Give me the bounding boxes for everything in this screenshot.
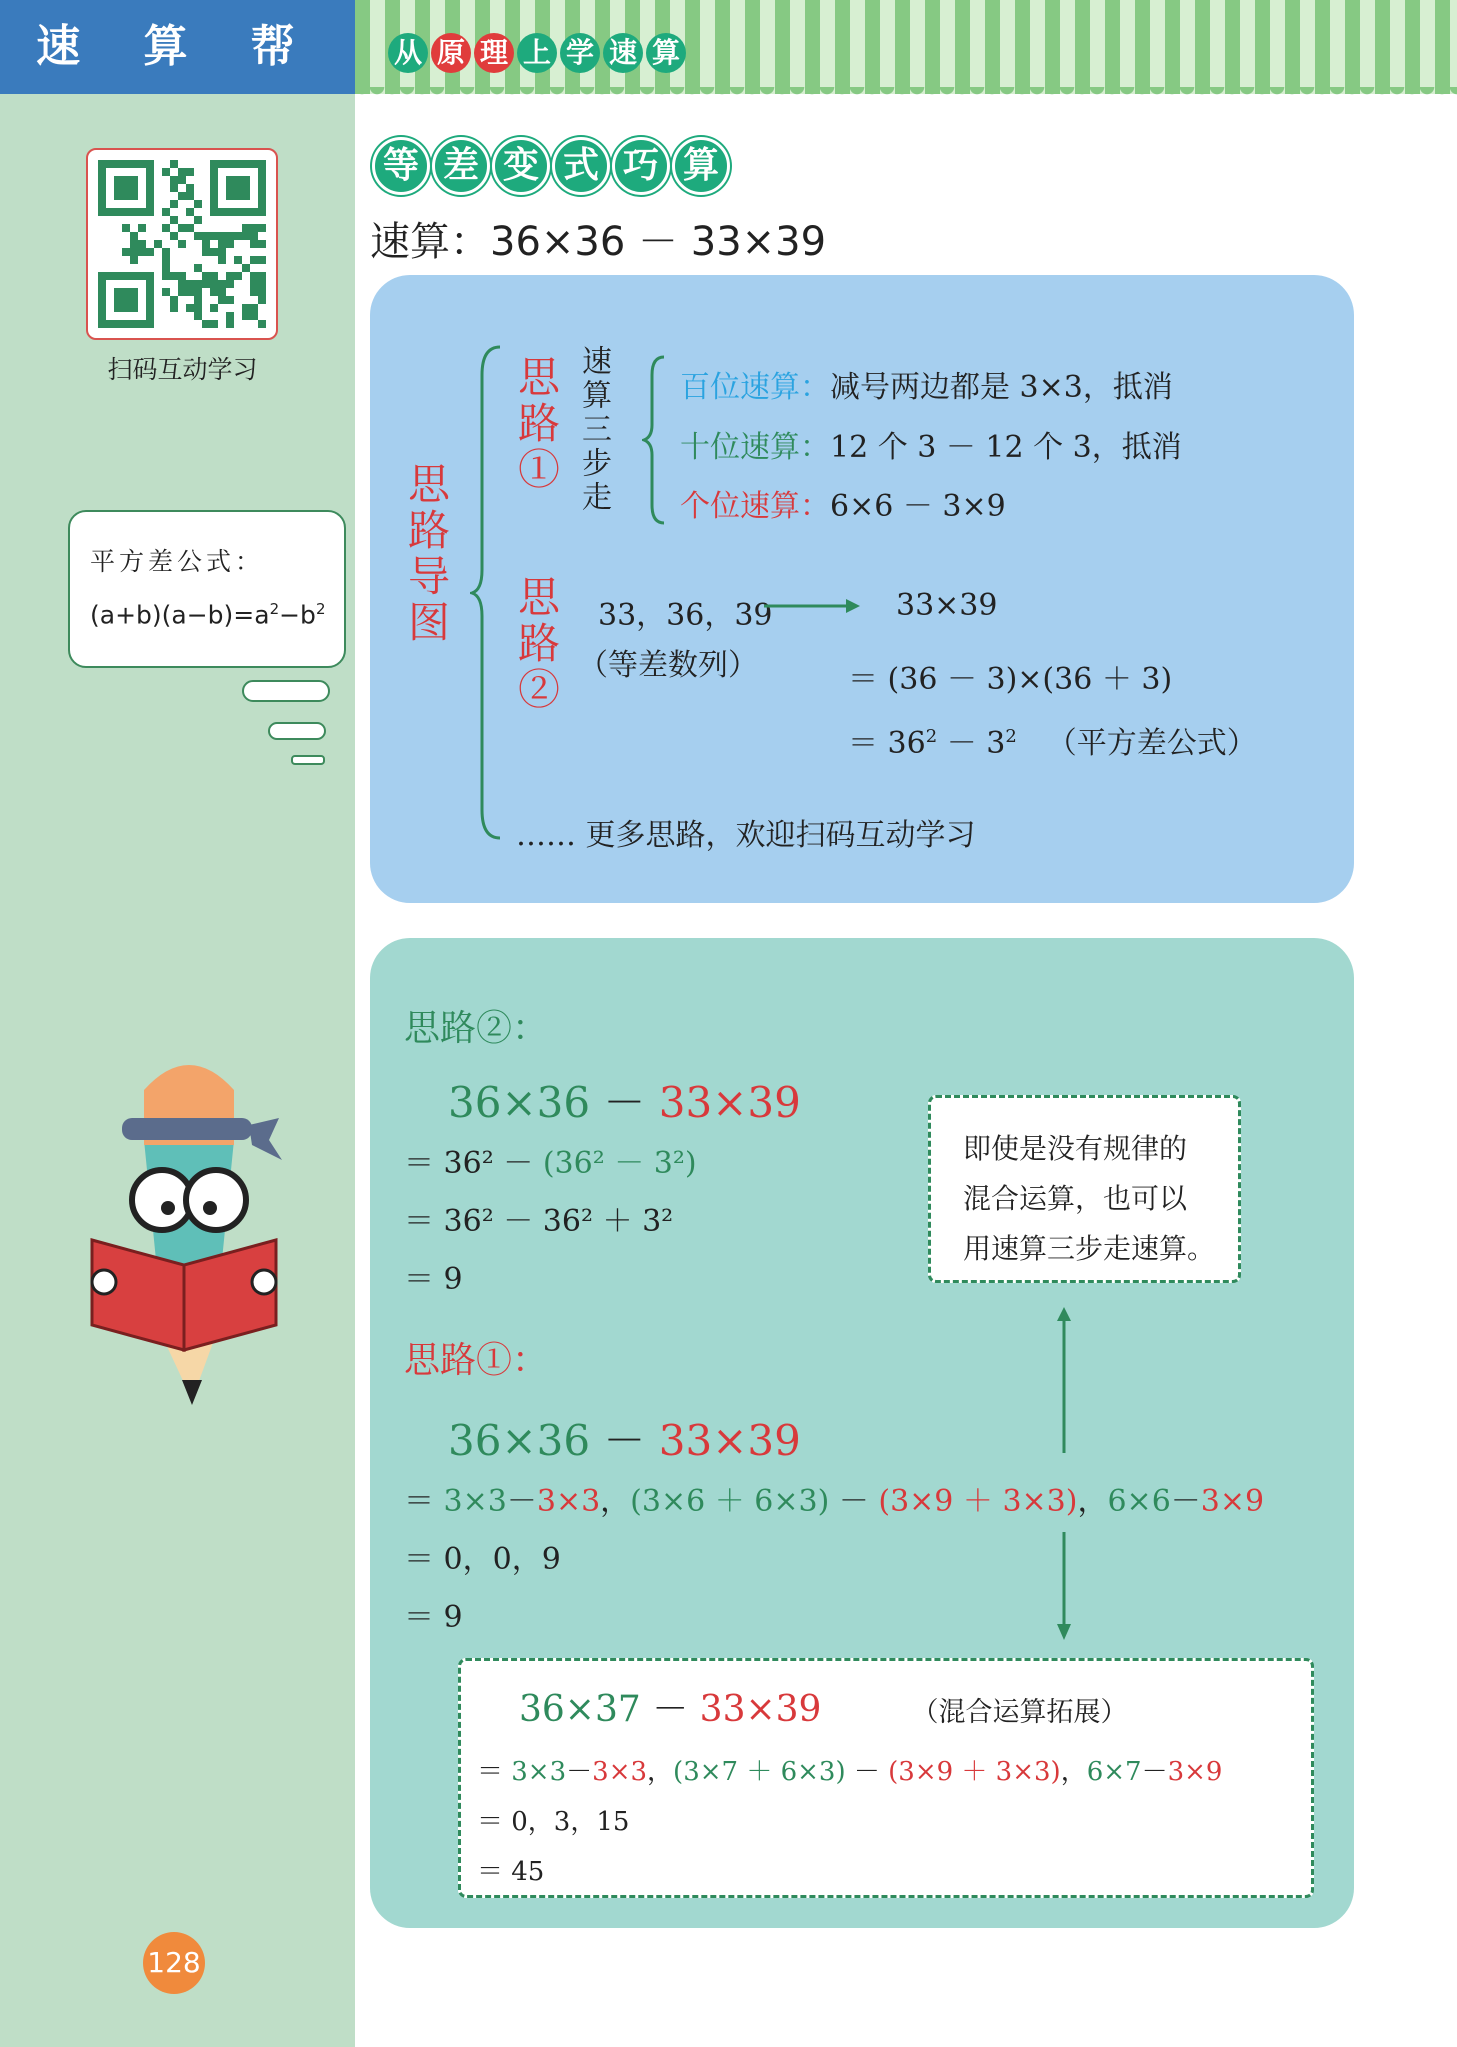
formula-title: 平方差公式： (90, 547, 265, 576)
qr-label: 扫码互动学习 (107, 355, 258, 384)
eq3-base1: ＝ 36 (848, 726, 926, 761)
thought-pill-3 (291, 755, 325, 765)
eq-step-1: 33×39 (896, 588, 998, 623)
note-text (963, 1124, 1215, 1274)
extension-expr-minus: － (640, 1689, 700, 1730)
arrow-down-icon (1052, 1530, 1076, 1642)
expr-segment: 6×7 (1086, 1757, 1142, 1787)
expr-segment: － (1170, 1484, 1201, 1519)
qr-code-icon (98, 160, 266, 328)
note-line: 混合运算，也可以 (963, 1182, 1188, 1215)
expr-segment: (3×9 ＋ 3×3) (888, 1757, 1061, 1787)
expr-segment: 3×3 (592, 1757, 648, 1787)
solution2-line3: ＝ 9 (404, 1262, 463, 1297)
qr-code[interactable] (86, 148, 278, 340)
expr-segment: ＝ (477, 1757, 512, 1787)
solution1-expr-red: 33×39 (658, 1416, 801, 1465)
tagline-char: 速 (603, 33, 643, 73)
tagline-char: 原 (431, 33, 471, 73)
page-number: 128 (143, 1932, 205, 1994)
formula-exp-a: 2 (269, 600, 280, 618)
tagline-char: 理 (474, 33, 514, 73)
step-ones-text: 6×6 － 3×9 (830, 489, 1006, 524)
step-hundreds-label: 百位速算： (680, 370, 830, 405)
title-char: 式 (552, 137, 610, 195)
solution2-expr-green: 36×36 (448, 1078, 591, 1127)
solution2-line1 (404, 1138, 697, 1182)
solution1-line2: ＝ 0，0，9 (404, 1542, 561, 1577)
sequence: 33，36，39 (598, 598, 773, 633)
solution1-expr-green: 36×36 (448, 1416, 591, 1465)
title-char: 巧 (612, 137, 670, 195)
expr-segment: 3×3 (511, 1757, 567, 1787)
expr-segment: 3×3 (443, 1484, 507, 1519)
expr-segment: (3×6 ＋ 6×3) (630, 1484, 830, 1519)
step-ones (680, 481, 1006, 525)
branch2-label: 思路② (512, 575, 561, 713)
thought-pill-2 (268, 722, 326, 740)
mindmap-brace-icon (470, 345, 510, 840)
eq3-mid: － 3 (937, 726, 1006, 761)
eq-step-3 (848, 718, 1257, 762)
expr-segment: 3×9 (1200, 1484, 1265, 1519)
extension-expression (519, 1681, 1127, 1732)
expr-segment: 3×3 (536, 1484, 601, 1519)
thought-pill-1 (242, 680, 330, 702)
extension-expr-green: 36×37 (519, 1689, 641, 1730)
expr-segment: (3×9 ＋ 3×3) (878, 1484, 1078, 1519)
expr-segment: 3×9 (1167, 1757, 1223, 1787)
extension-note: （混合运算拓展） (911, 1697, 1128, 1728)
more-tips: …… 更多思路，欢迎扫码互动学习 (516, 818, 976, 853)
solution2-expression (448, 1070, 801, 1130)
pencil-mascot-icon (84, 1050, 284, 1410)
eq3-note: （平方差公式） (1046, 726, 1257, 761)
solution1-expression (448, 1408, 801, 1468)
solution1-line3: ＝ 9 (404, 1600, 463, 1635)
expr-segment: (3×7 ＋ 6×3) (673, 1757, 846, 1787)
brand-title: 速 算 帮 (0, 0, 355, 94)
problem-statement: 速算：36×36 － 33×39 (370, 219, 827, 265)
expr-segment: ， (600, 1484, 631, 1519)
solution2-line2: ＝ 36² － 36² ＋ 3² (404, 1204, 674, 1239)
mindmap-root: 思路导图 (402, 462, 451, 646)
expr-segment: － (506, 1484, 537, 1519)
step-tens (680, 422, 1182, 466)
expr-segment: ， (1077, 1484, 1108, 1519)
eq3-exp2: 2 (1005, 726, 1017, 747)
note-line: 即使是没有规律的 (963, 1132, 1188, 1165)
sequence-note: （等差数列） (578, 648, 758, 683)
solution2-expr-red: 33×39 (658, 1078, 801, 1127)
formula-text (90, 600, 325, 629)
solution2-expr-minus: － (590, 1078, 659, 1127)
solution1-heading: 思路①： (404, 1340, 549, 1381)
expr-segment: － (566, 1757, 593, 1787)
extension-box (458, 1658, 1314, 1898)
title-char: 等 (372, 137, 430, 195)
extension-line1 (477, 1751, 1222, 1788)
tagline (388, 33, 689, 73)
arrow-right-icon (762, 594, 862, 618)
note-box (928, 1095, 1241, 1283)
tagline-char: 算 (646, 33, 686, 73)
extension-expr-red: 33×39 (699, 1689, 822, 1730)
expr-segment: ， (1060, 1757, 1087, 1787)
expr-segment: 6×6 (1107, 1484, 1171, 1519)
extension-line2: ＝ 0，3，15 (477, 1807, 630, 1837)
expr-segment: － (845, 1757, 889, 1787)
title-char: 差 (432, 137, 490, 195)
tagline-char: 从 (388, 33, 428, 73)
tagline-char: 上 (517, 33, 557, 73)
tagline-char: 学 (560, 33, 600, 73)
expr-segment: ＝ (404, 1484, 444, 1519)
solution1-expr-minus: － (590, 1416, 659, 1465)
formula-card (68, 510, 346, 668)
title-char: 变 (492, 137, 550, 195)
solution2-heading: 思路②： (404, 1008, 549, 1049)
title-char: 算 (672, 137, 730, 195)
eq3-exp1: 2 (925, 726, 938, 747)
step-tens-label: 十位速算： (680, 430, 830, 465)
branch1-label: 思路① (512, 355, 561, 493)
eq-step-2: ＝ (36 － 3)×(36 ＋ 3) (848, 662, 1173, 697)
formula-lhs: (a+b)(a−b)=a (90, 600, 270, 630)
solution1-line1 (404, 1476, 1264, 1520)
steps-brace-icon (642, 355, 666, 525)
solution2-line1-b: (36² － 3²) (542, 1146, 697, 1181)
branch1-sublabel: 速算三步走 (576, 345, 611, 515)
extension-line3: ＝ 45 (477, 1857, 545, 1887)
step-hundreds-text: 减号两边都是 3×3，抵消 (830, 370, 1173, 405)
expr-segment: ， (647, 1757, 674, 1787)
step-tens-text: 12 个 3 － 12 个 3，抵消 (830, 430, 1182, 465)
step-ones-label: 个位速算： (680, 489, 830, 524)
expr-segment: － (1141, 1757, 1168, 1787)
solution2-line1-a: ＝ 36² － (404, 1146, 543, 1181)
expr-segment: － (829, 1484, 879, 1519)
arrow-up-icon (1052, 1305, 1076, 1455)
step-hundreds (680, 362, 1173, 406)
note-line: 用速算三步走速算。 (963, 1232, 1216, 1265)
formula-mid: −b (279, 600, 316, 630)
section-title (372, 137, 732, 195)
formula-exp-b: 2 (315, 600, 326, 618)
